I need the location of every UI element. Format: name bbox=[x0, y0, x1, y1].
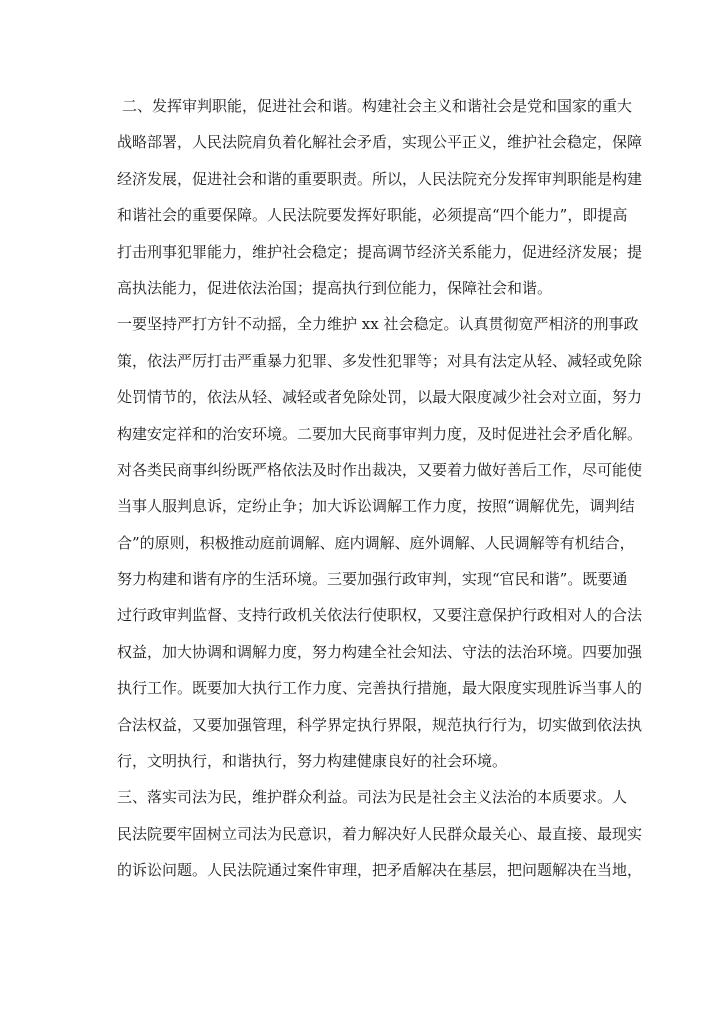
paragraph-line: 的诉讼问题。人民法院通过案件审理，把矛盾解决在基层，把问题解决在当地， bbox=[117, 861, 643, 880]
paragraph-line: 当事人服判息诉，定纷止争；加大诉讼调解工作力度，按照“调解优先，调判结 bbox=[117, 497, 635, 516]
paragraph-line: 对各类民商事纠纷既严格依法及时作出裁决，又要着力做好善后工作，尽可能使 bbox=[117, 460, 643, 479]
paragraph-line: 努力构建和谐有序的生活环境。三要加强行政审判，实现“官民和谐”。既要通 bbox=[117, 570, 628, 589]
paragraph-line: 民法院要牢固树立司法为民意识，着力解决好人民群众最关心、最直接、最现实 bbox=[117, 824, 643, 843]
paragraph-3-justice-for-people bbox=[117, 779, 643, 888]
paragraph-line: 打击刑事犯罪能力，维护社会稳定；提高调节经济关系能力，促进经济发展；提 bbox=[117, 242, 643, 261]
paragraph-line: 一要坚持严打方针不动摇，全力维护 xx 社会稳定。认真贯彻宽严相济的刑事政 bbox=[117, 315, 639, 334]
paragraph-line: 策，依法严厉打击严重暴力犯罪、多发性犯罪等；对具有法定从轻、减轻或免除 bbox=[117, 351, 643, 370]
document-page bbox=[117, 88, 643, 889]
paragraph-line: 处罚情节的，依法从轻、减轻或者免除处罚，以最大限度减少社会对立面，努力 bbox=[117, 388, 643, 407]
paragraph-line: 合法权益，又要加强管理，科学界定执行界限，规范执行行为，切实做到依法执 bbox=[117, 715, 643, 734]
paragraph-line: 二、发挥审判职能，促进社会和谐。构建社会主义和谐社会是党和国家的重大 bbox=[122, 97, 633, 115]
paragraph-line: 高执法能力，促进依法治国；提高执行到位能力，保障社会和谐。 bbox=[117, 278, 553, 297]
paragraph-line: 权益，加大协调和调解力度，努力构建全社会知法、守法的法治环境。四要加强 bbox=[117, 642, 643, 661]
paragraph-line: 过行政审判监督、支持行政机关依法行使职权，又要注意保护行政相对人的合法 bbox=[117, 606, 643, 625]
paragraph-2-judicial-function bbox=[117, 88, 643, 306]
paragraph-line: 行，文明执行，和谐执行，努力构建健康良好的社会环境。 bbox=[117, 752, 508, 771]
paragraph-line: 三、落实司法为民，维护群众利益。司法为民是社会主义法治的本质要求。人 bbox=[117, 788, 628, 807]
paragraph-four-requirements bbox=[117, 306, 643, 779]
paragraph-line: 执行工作。既要加大执行工作力度、完善执行措施，最大限度实现胜诉当事人的 bbox=[117, 679, 643, 698]
paragraph-line: 构建安定祥和的治安环境。二要加大民商事审判力度，及时促进社会矛盾化解。 bbox=[117, 424, 643, 443]
paragraph-line: 和谐社会的重要保障。人民法院要发挥好职能，必须提高“四个能力”，即提高 bbox=[117, 206, 628, 225]
paragraph-line: 经济发展，促进社会和谐的重要职责。所以，人民法院充分发挥审判职能是构建 bbox=[117, 169, 643, 188]
paragraph-line: 战略部署，人民法院肩负着化解社会矛盾，实现公平正义，维护社会稳定，保障 bbox=[117, 133, 643, 152]
paragraph-line: 合”的原则，积极推动庭前调解、庭内调解、庭外调解、人民调解等有机结合， bbox=[117, 533, 635, 552]
